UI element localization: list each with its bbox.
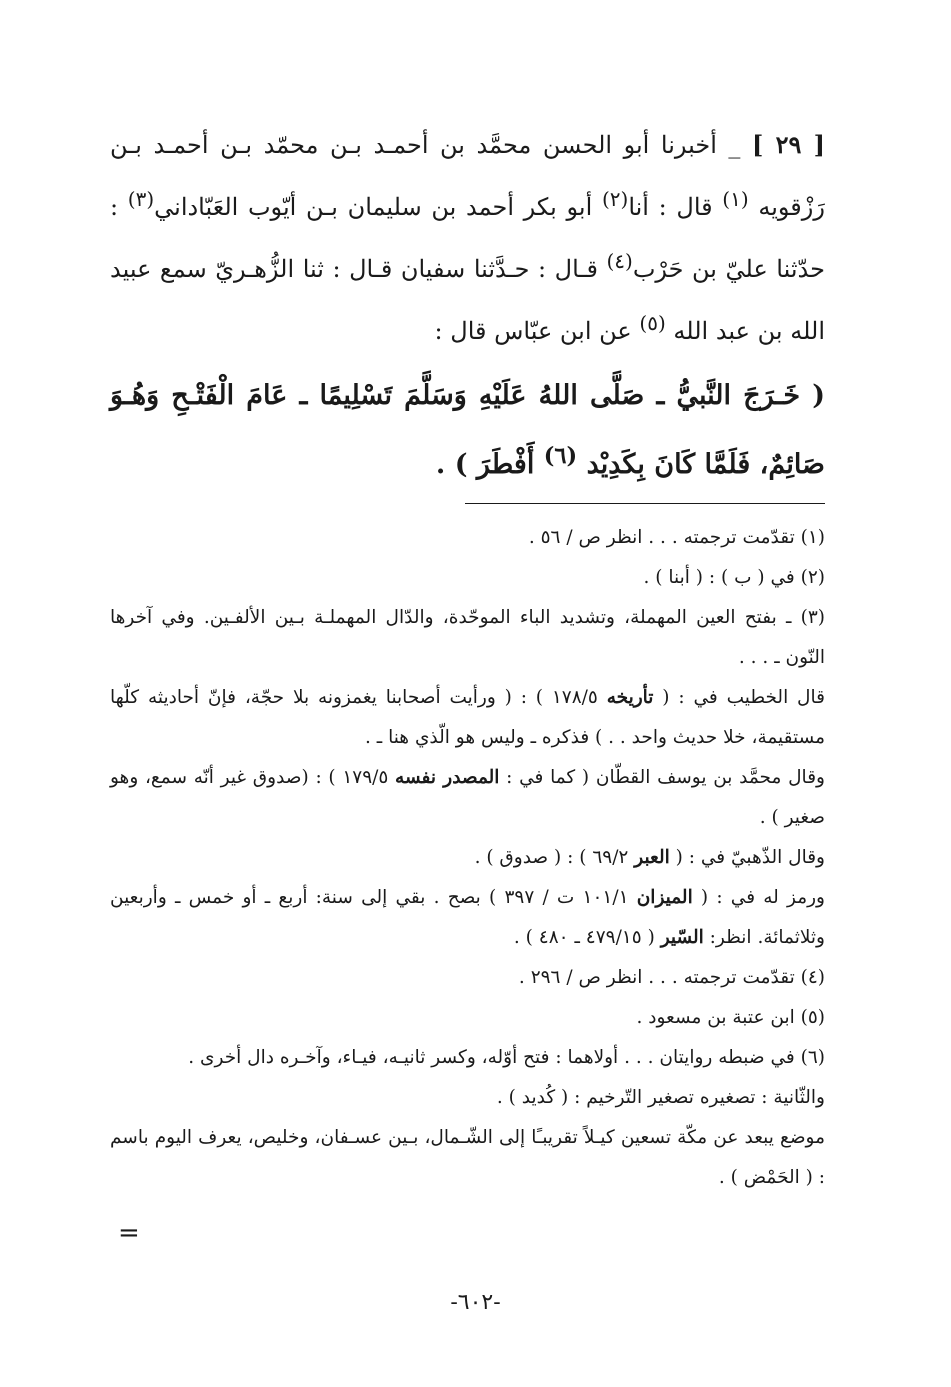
footnote-ref-1: (١) (722, 187, 749, 211)
footnote-text: وقال الذّهبيّ في : ( (675, 847, 825, 868)
footnote-text: ٦٩/٢ ) : ( صدوق ) . (474, 847, 629, 868)
source-title: السّير (660, 927, 704, 948)
footnote-text: ١٠١/١ ت / ٣٩٧ ) بصح . بقي إلى سنة: أربع ـ أو خمس ـ وأربعين وثلاثمائة. انظر: (110, 887, 825, 948)
isnad-text-6: عن ابن عبّاس قال : (434, 317, 632, 345)
source-title: العبر (634, 847, 670, 868)
hadith-number: [ ٢٩ ] (751, 130, 825, 159)
footnote-ref-4: (٤) (606, 249, 633, 273)
hadith-matn (110, 366, 825, 495)
source-title: الميزان (636, 887, 693, 908)
hadith-text-2: أَفْطَرَ ) . (435, 449, 535, 480)
continuation-mark: = (118, 1218, 140, 1248)
footnote-2: (٢) في ( ب ) : ( أبنا ) . (643, 567, 825, 588)
footnote-3: (٣) ـ بفتح العين المهملة، وتشديد الباء الموحّدة، والدّال المهملـة بـين الألفـين. وفي آخرها النّون ـ . . . (110, 607, 825, 668)
footnote-6: (٦) في ضبطه روايتان . . . أولاهما : فتح أوّله، وكسر ثانيـه، فيـاء، وآخـره دال أخرى . (188, 1047, 825, 1068)
source-title: المصدر نفسه (395, 767, 500, 788)
source-title: تأريخه (606, 687, 654, 708)
hadith-text-1: ( خَـرَجَ النَّبيُّ ـ صَلَّى اللهُ عَلَيْهِ وَسَلَّمَ تَسْلِيمًا ـ عَامَ الْفَتْـحِ وَهُـوَ صَائِمٌ، فَلَمَّا كَانَ بِكَدِيْد (110, 380, 825, 480)
page-body (110, 118, 825, 1198)
footnote-3-dhahabi (110, 838, 825, 878)
footnote-ref-5: (٥) (639, 311, 666, 335)
footnotes (110, 518, 825, 1198)
footnote-6-second: والثّانية : تصغيره تصغير التّرخيم : ( كُديد ) . (496, 1087, 825, 1108)
page-number: -٦٠٢- (450, 1290, 501, 1315)
footnote-text: وقال محمَّد بن يوسف القطّان ( كما في : (506, 767, 825, 788)
footnote-3-mizan (110, 878, 825, 958)
footnote-1: (١) تقدّمت ترجمته . . . انظر ص / ٥٦ . (528, 527, 825, 548)
footnote-text: ( ٤٧٩/١٥ ـ ٤٨٠ ) . (513, 927, 655, 948)
footnote-text: ١٧٨/٥ ) : ( ورأيت أصحابنا يغمزونه بلا حجّة، فإنّ أحاديثه كلّها مستقيمة، خلا حديث واحد . . ) فذكره ـ وليس هو الّذي هنا ـ . (110, 687, 825, 748)
isnad-paragraph (110, 118, 825, 358)
footnote-text: ورمز له في : ( (700, 887, 825, 908)
isnad-text-4: : حدّثنا عليّ بن حَرْب (110, 193, 825, 283)
footnote-5: (٥) ابن عتبة بن مسعود . (636, 1007, 825, 1028)
isnad-text-2: قال : أنا (628, 193, 713, 221)
isnad-text-1: _ أخبرنا أبو الحسن محمَّد بن أحمـد بـن محمّد بـن أحمـد بـن رَزْقويه (110, 131, 825, 221)
footnote-text: قال الخطيب في : ( (662, 687, 825, 708)
footnote-4: (٤) تقدّمت ترجمته . . . انظر ص / ٢٩٦ . (518, 967, 825, 988)
footnote-ref-2: (٢) (601, 187, 629, 211)
footnote-ref-3: (٣) (127, 187, 155, 211)
isnad-text-5: قـال : حـدَّثنا سفيان قـال : ثنا الزُّهـريّ سمع عبيد الله بن عبد الله (110, 255, 825, 345)
isnad-text-3: أبو بكر أحمد بن سليمان بـن أيّوب العَبّاداني (154, 193, 593, 221)
footnote-3-khatib (110, 678, 825, 758)
footnote-6-place: موضع يبعد عن مكّة تسعين كيـلاً تقريبـًا إلى الشّـمال، بـين عسـفان، وخليص، يعرف اليوم باسم : ( الحَمْض ) . (110, 1127, 825, 1188)
footnote-text: ١٧٩/٥ ) : (صدوق غير أنّه سمع، وهو صغير ) . (110, 767, 825, 828)
footnote-3-qattan (110, 758, 825, 838)
footnote-separator (465, 503, 825, 504)
footnote-ref-6: (٦) (543, 443, 578, 469)
